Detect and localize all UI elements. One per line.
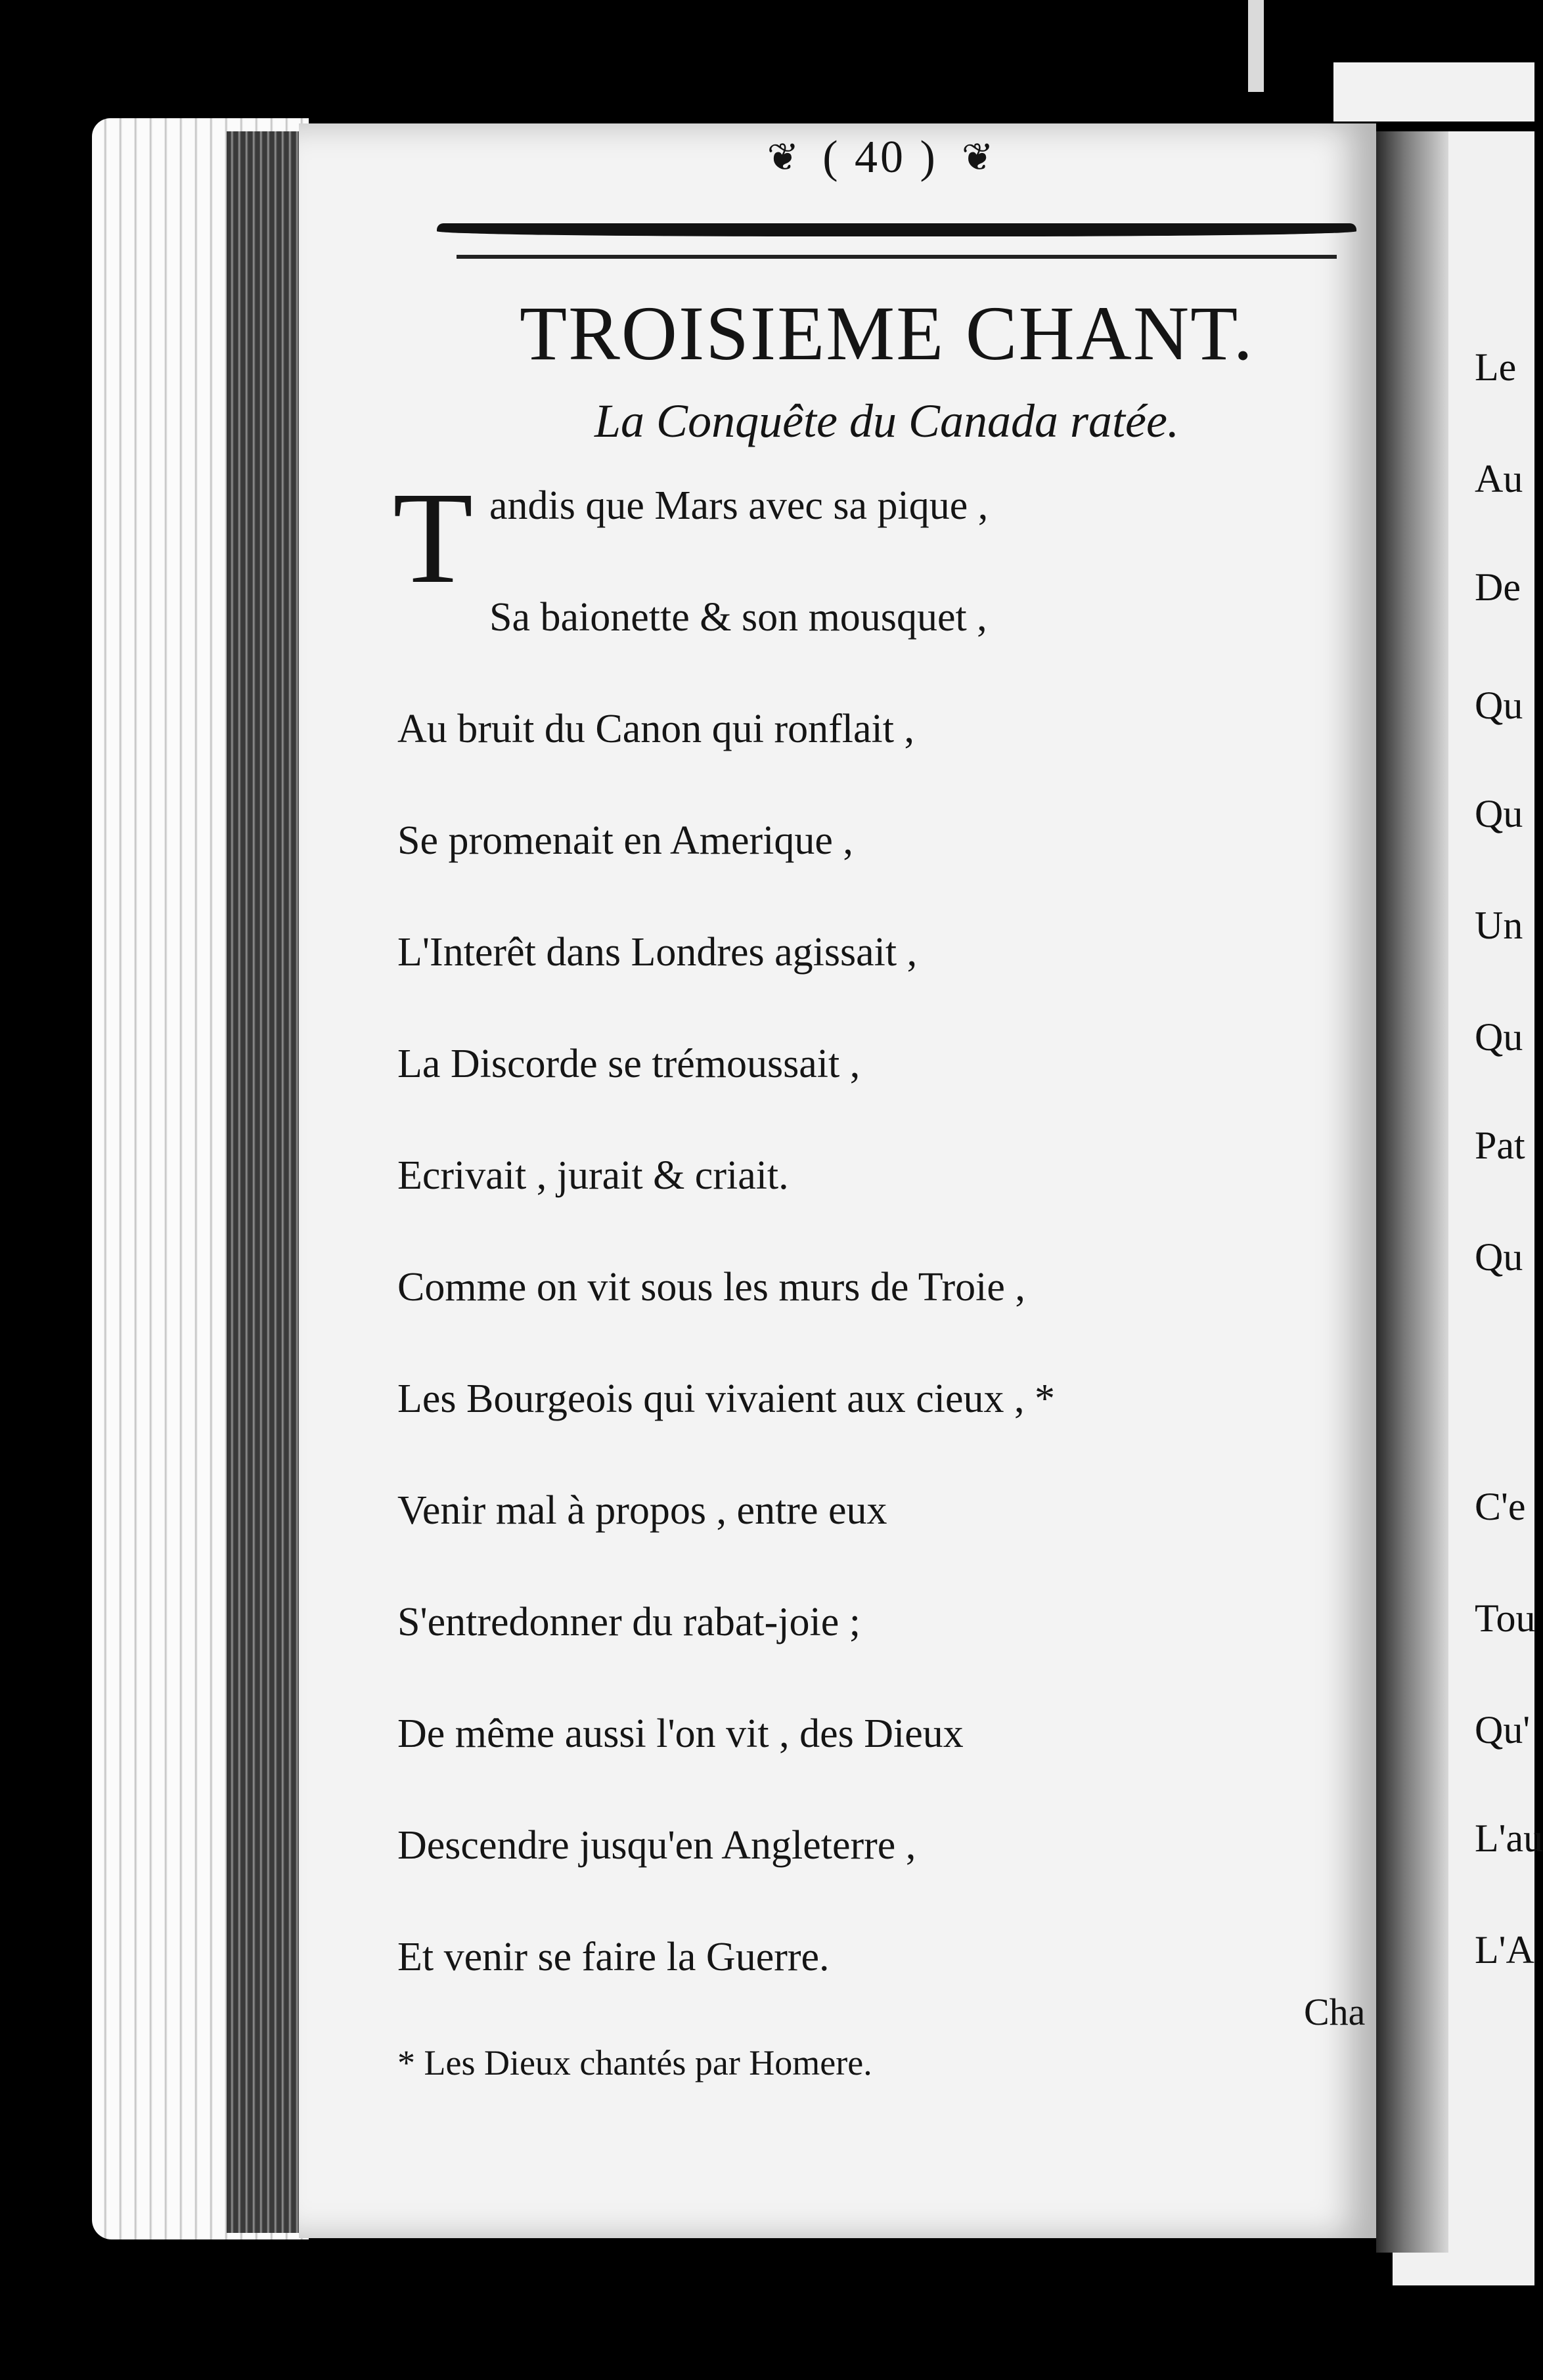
verse-line: Comme on vit sous les murs de Troie , bbox=[397, 1265, 1025, 1310]
drop-cap: T bbox=[393, 466, 474, 611]
head-rule-thick bbox=[437, 223, 1356, 236]
fleuron-left-icon: ❦ bbox=[767, 136, 799, 179]
verse-line: Ecrivait , jurait & criait. bbox=[397, 1153, 789, 1198]
facing-line: Tou bbox=[1475, 1597, 1536, 1640]
verse-line: L'Interêt dans Londres agissait , bbox=[397, 930, 918, 975]
facing-line: De bbox=[1475, 565, 1521, 609]
facing-line: L'A bbox=[1475, 1928, 1534, 1972]
fleuron-right-icon: ❦ bbox=[961, 136, 994, 179]
head-rule-thin bbox=[457, 255, 1337, 259]
running-head bbox=[703, 128, 1058, 187]
footnote: * Les Dieux chantés par Homere. bbox=[397, 2043, 872, 2082]
verse-line: S'entredonner du rabat-joie ; bbox=[397, 1600, 861, 1644]
chapter-subtitle: La Conquête du Canada ratée. bbox=[594, 395, 1179, 447]
book-gutter bbox=[1376, 131, 1448, 2253]
verse-line: Se promenait en Amerique , bbox=[397, 818, 853, 863]
verse-line: Les Bourgeois qui vivaient aux cieux , * bbox=[397, 1377, 1055, 1421]
facing-line: Le bbox=[1475, 345, 1517, 389]
facing-line: Qu bbox=[1475, 684, 1523, 727]
verse-line: La Discorde se trémoussait , bbox=[397, 1042, 861, 1086]
facing-line: Pat bbox=[1475, 1124, 1525, 1167]
chapter-title: TROISIEME CHANT. bbox=[520, 290, 1254, 376]
verse-line: Et venir se faire la Guerre. bbox=[397, 1935, 830, 1979]
facing-line: Qu bbox=[1475, 1015, 1523, 1059]
facing-line: Qu bbox=[1475, 1235, 1523, 1279]
film-notch bbox=[1333, 62, 1534, 121]
verse-line: Venir mal à propos , entre eux bbox=[397, 1488, 887, 1533]
page-number: ( 40 ) bbox=[822, 132, 938, 183]
facing-line: Qu' bbox=[1475, 1708, 1531, 1752]
facing-line: C'e bbox=[1475, 1485, 1526, 1528]
facing-line: Au bbox=[1475, 457, 1523, 500]
verse-line: De même aussi l'on vit , des Dieux bbox=[397, 1711, 964, 1756]
page-edges-shadow bbox=[227, 131, 299, 2233]
verse-line: Au bruit du Canon qui ronflait , bbox=[397, 707, 914, 751]
catchword: Cha bbox=[1304, 1991, 1366, 2033]
verse-line: andis que Mars avec sa pique , bbox=[489, 483, 989, 528]
verse-line: Descendre jusqu'en Angleterre , bbox=[397, 1823, 916, 1868]
facing-line: L'au bbox=[1475, 1817, 1543, 1860]
facing-line: Un bbox=[1475, 904, 1523, 947]
verse-line: Sa baionette & son mousquet , bbox=[489, 595, 987, 640]
facing-line: Qu bbox=[1475, 792, 1523, 835]
film-edge bbox=[1248, 0, 1264, 92]
